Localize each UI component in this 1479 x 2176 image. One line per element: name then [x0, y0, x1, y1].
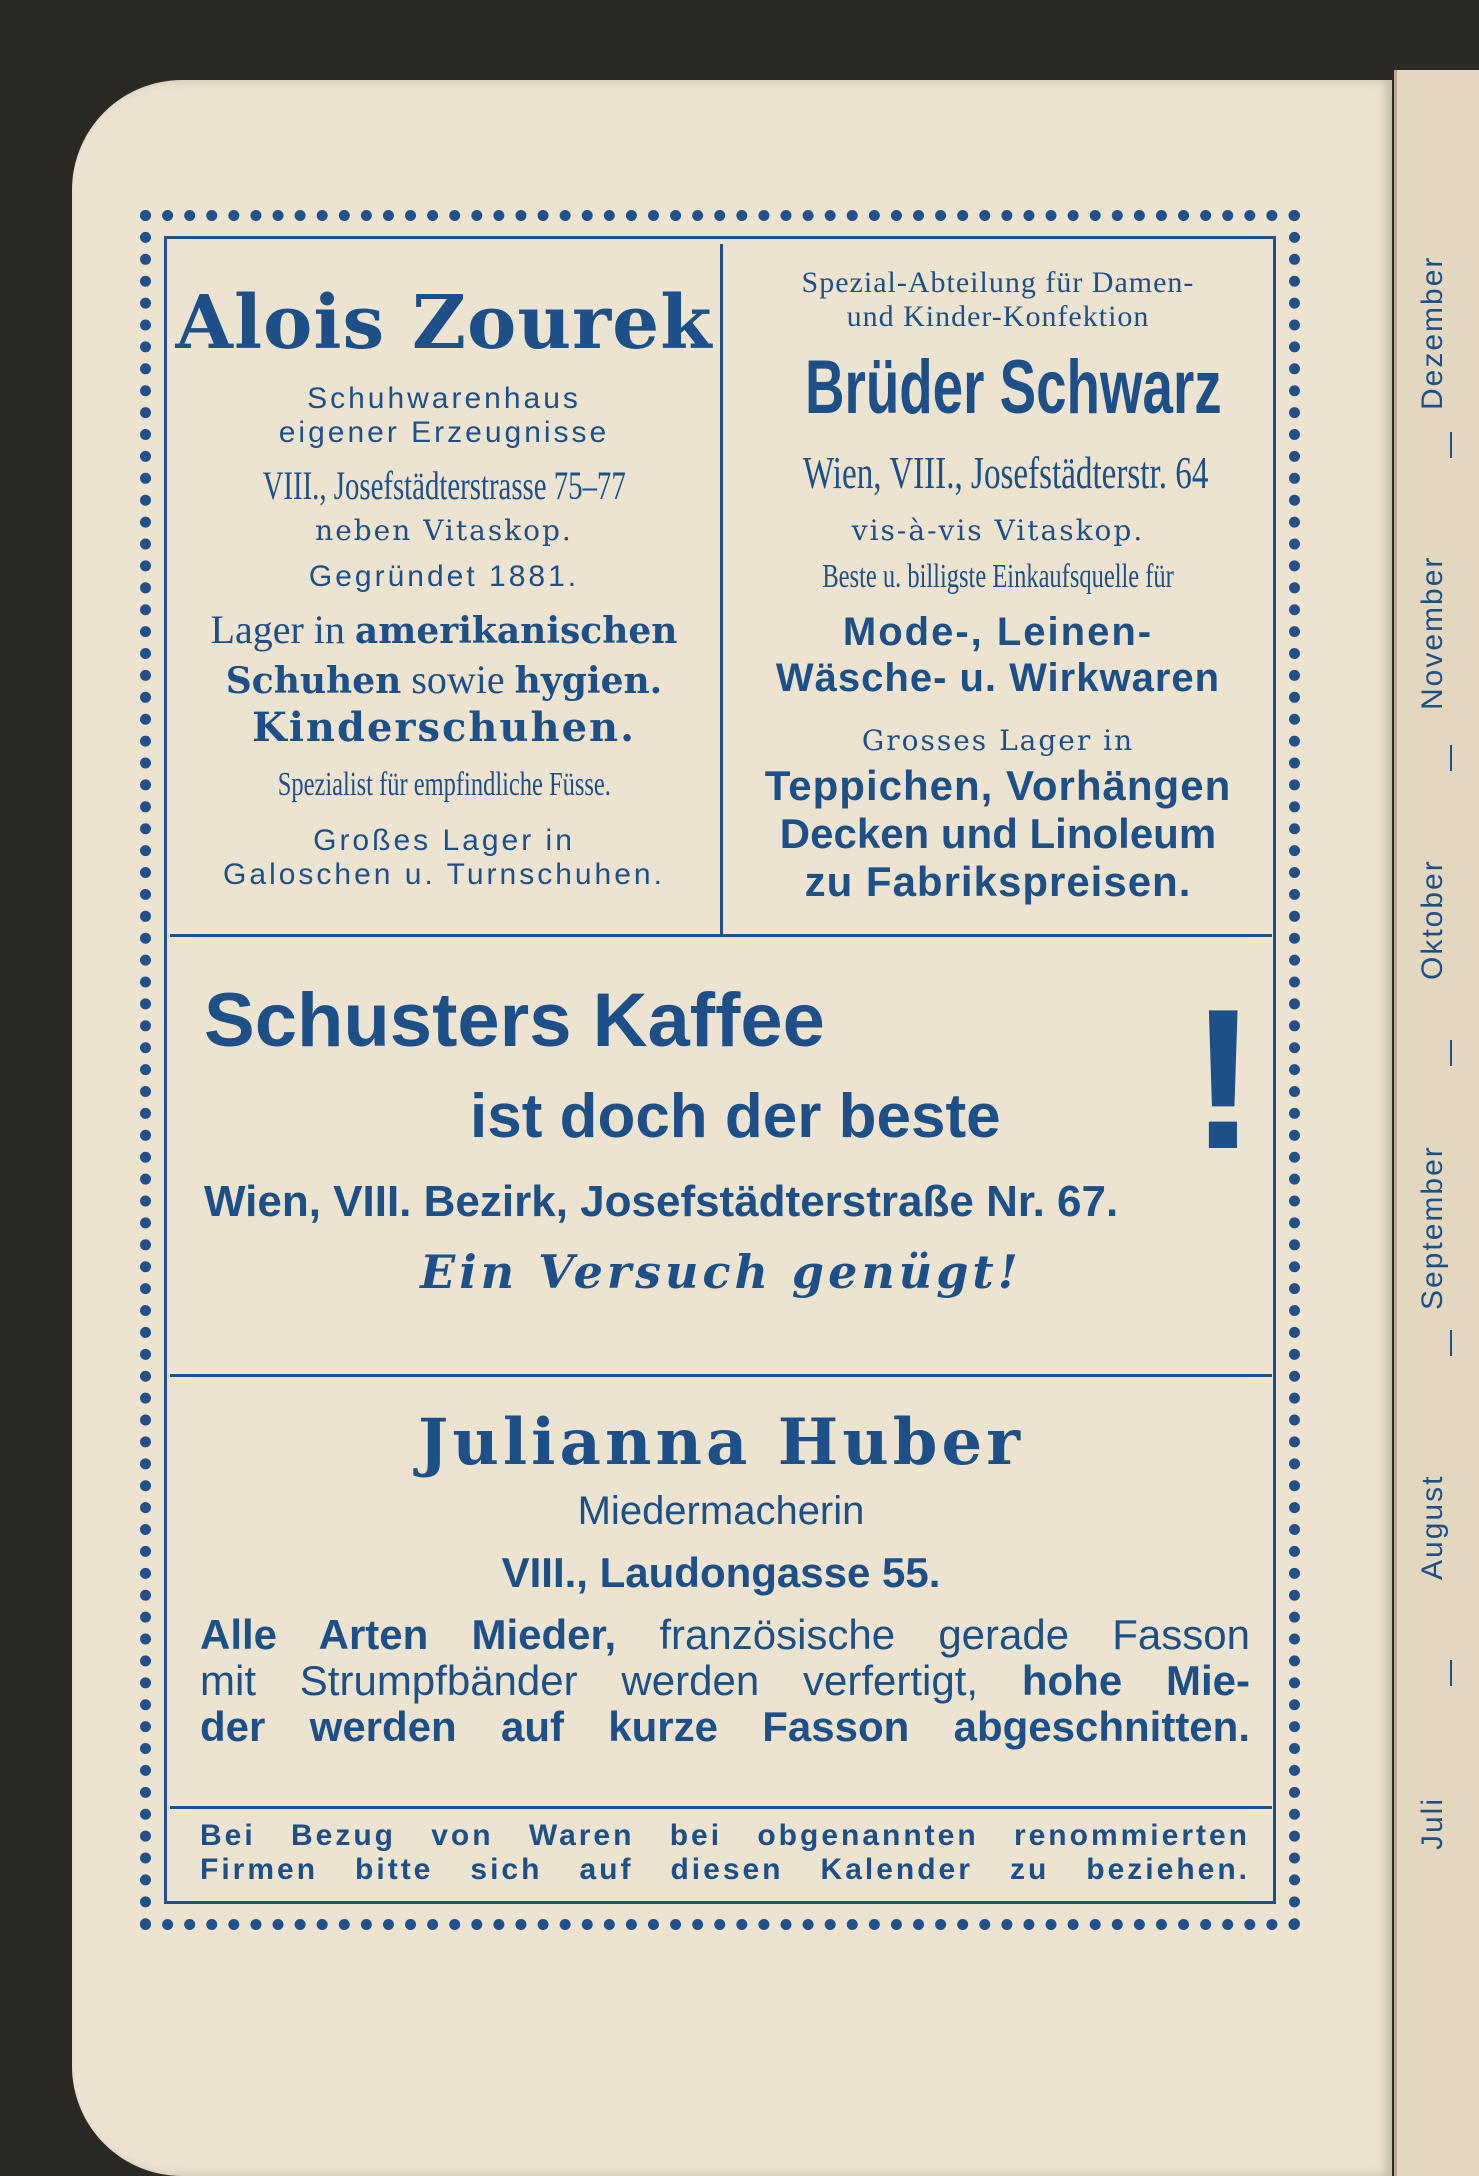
month-tab-august: August: [1416, 1474, 1449, 1580]
ad-schwarz-name: Brüder Schwarz: [805, 345, 1222, 430]
month-tab-juli: Juli: [1416, 1796, 1449, 1850]
ad-schwarz-decken: Decken und Linoleum: [779, 810, 1217, 857]
ad-huber-text2: [200, 1657, 1250, 1705]
ad-kaffee-title: Schusters Kaffee: [204, 978, 825, 1063]
footer-note-line2: Firmen bitte sich auf diesen Kalender zu beziehen.: [200, 1853, 1250, 1886]
ad-zourek-neben: neben Vitaskop.: [315, 514, 573, 547]
ad-huber-name: Julianna Huber: [418, 1405, 1024, 1480]
ad-zourek-name: Alois Zourek: [175, 280, 713, 366]
ad-zourek-grosses1: Großes Lager in: [313, 824, 575, 857]
ad-zourek-founded: Gegründet 1881.: [308, 560, 580, 593]
ad-huber-text1: [200, 1611, 1250, 1659]
ad-schwarz-grosses: Grosses Lager in: [861, 724, 1135, 757]
ad-schwarz-intro2: und Kinder-Konfektion: [846, 300, 1150, 333]
tab-separator: [1450, 745, 1452, 771]
ad-huber-text1a: Alle Arten Mieder,: [200, 1611, 617, 1658]
ad-zourek-grosses2: Galoschen u. Turnschuhen.: [223, 858, 665, 891]
ad-kaffee-slogan: Ein Versuch genügt!: [420, 1245, 1022, 1299]
month-tab-september: September: [1416, 1145, 1449, 1310]
tab-separator: [1450, 1040, 1452, 1066]
ad-zourek-schuhe: [170, 656, 718, 703]
ad-schwarz-teppiche: Teppichen, Vorhängen: [764, 762, 1232, 809]
ad-schwarz-fabrik: zu Fabrikspreisen.: [804, 858, 1192, 905]
month-tab-dezember: Dezember: [1416, 255, 1449, 410]
ad-zourek-lager-b: amerikanischen: [354, 610, 678, 652]
ad-schwarz: [724, 244, 1272, 934]
ad-zourek-schuhe-b: sowie: [401, 657, 515, 702]
ad-huber-text3: der werden auf kurze Fasson abgeschnitten.: [200, 1703, 1250, 1750]
ad-kaffee-exclamation: !: [1190, 968, 1257, 1191]
ad-zourek-schuhe-c: hygien.: [514, 660, 663, 702]
ad-huber-address: VIII., Laudongasse 55.: [501, 1549, 941, 1596]
ad-huber: [170, 1377, 1272, 1806]
month-tab-oktober: Oktober: [1416, 859, 1449, 980]
ad-kaffee-sub: ist doch der beste: [470, 1082, 1001, 1151]
ad-kaffee-address: Wien, VIII. Bezirk, Josefstädterstraße Nr. 67.: [204, 1177, 1119, 1226]
ad-zourek-address: VIII., Josefstädterstrasse 75–77: [262, 463, 626, 508]
ad-schwarz-intro1: Spezial-Abteilung für Damen-: [801, 266, 1195, 299]
ad-kaffee: [170, 937, 1272, 1374]
ad-huber-text1b: französische gerade Fasson: [616, 1611, 1250, 1658]
ad-huber-job: Miedermacherin: [577, 1489, 865, 1533]
tab-separator: [1450, 1660, 1452, 1686]
ad-zourek-schuhe-a: Schuhen: [225, 660, 402, 702]
ad-zourek-spezialist: Spezialist für empfindliche Füsse.: [277, 766, 611, 803]
ad-zourek-lager: [170, 606, 718, 653]
ad-schwarz-mode: Mode-, Leinen-: [842, 610, 1154, 654]
ad-zourek-line1: Schuhwarenhaus: [307, 382, 581, 415]
tab-separator: [1450, 432, 1452, 458]
ad-schwarz-vis: vis-à-vis Vitaskop.: [851, 514, 1145, 547]
tab-separator: [1450, 1330, 1452, 1356]
ad-zourek-lager-a: Lager in: [210, 607, 355, 652]
footer-note: [170, 1809, 1272, 1901]
footer-note-line1: Bei Bezug von Waren bei obgenannten renommierten: [200, 1819, 1250, 1852]
ad-zourek: [170, 244, 718, 934]
ad-schwarz-address: Wien, VIII., Josefstädterstr. 64: [802, 447, 1209, 498]
ad-huber-text2b: hohe Mie-: [1021, 1657, 1250, 1704]
ad-schwarz-waesche: Wäsche- u. Wirkwaren: [775, 656, 1221, 700]
ad-schwarz-beste: Beste u. billigste Einkaufsquelle für: [822, 558, 1174, 595]
ad-zourek-kinder: Kinderschuhen.: [251, 704, 637, 751]
month-tab-november: November: [1416, 555, 1449, 710]
ad-zourek-line2: eigener Erzeugnisse: [278, 416, 610, 449]
column-divider: [720, 244, 723, 934]
ad-huber-text2a: mit Strumpfbänder werden verfertigt,: [200, 1657, 1022, 1704]
